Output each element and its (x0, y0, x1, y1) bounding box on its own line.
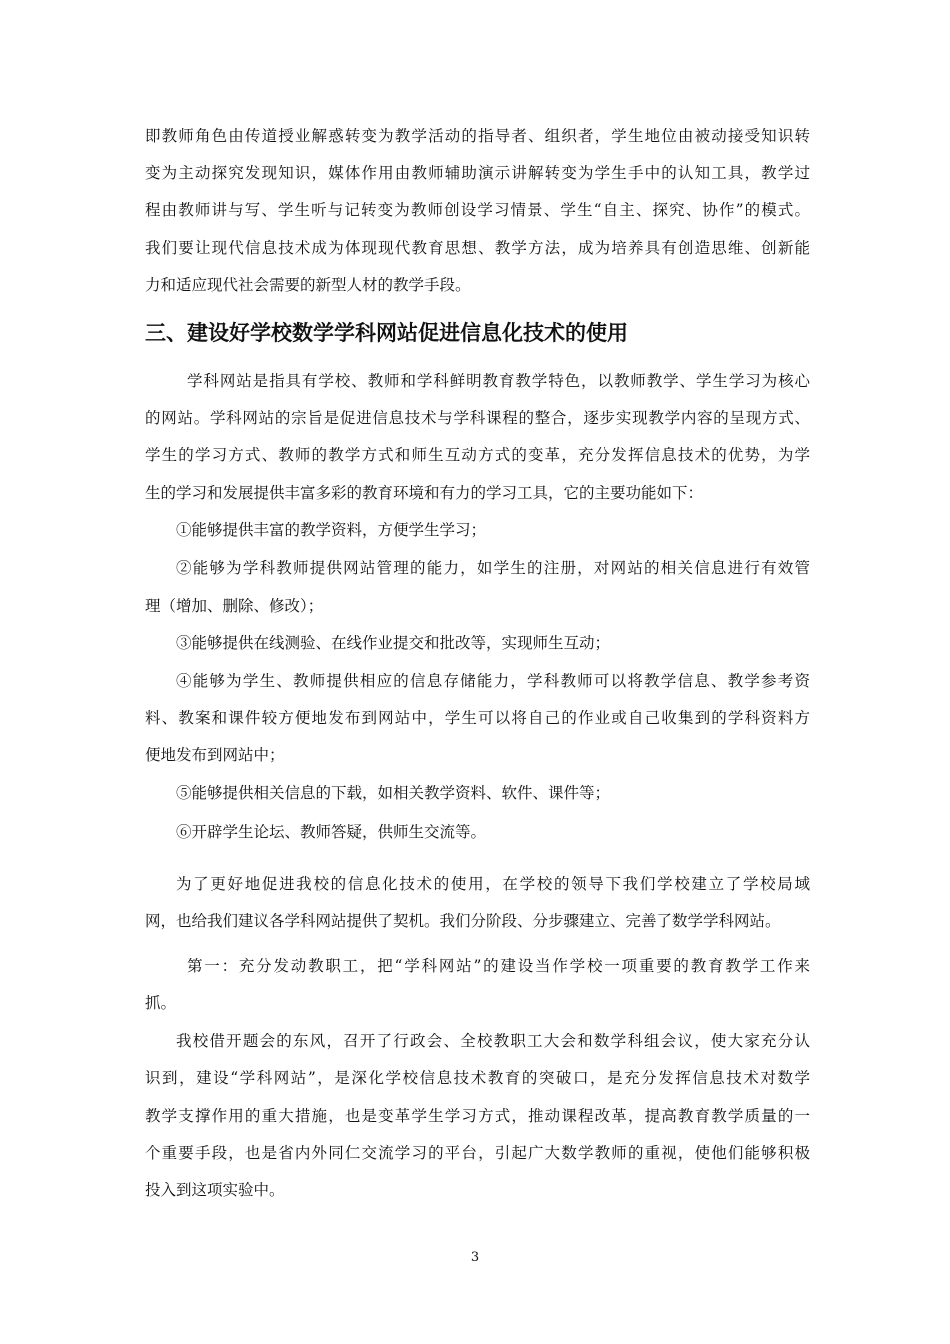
lan-line-1: 为了更好地促进我校的信息化技术的使用，在学校的领导下我们学校建立了学校局域 (176, 875, 810, 893)
feature-item-4-line-1: ④能够为学生、教师提供相应的信息存储能力，学科教师可以将教学信息、教学参考资 (176, 672, 810, 690)
intro-line-3: 程由教师讲与写、学生听与记转变为教师创设学习情景、学生“自主、探究、协作”的模式。 (145, 201, 810, 219)
section-heading: 三、建设好学校数学学科网站促进信息化技术的使用 (145, 321, 628, 345)
intro-line-4: 我们要让现代信息技术成为体现现代教育思想、教学方法，成为培养具有创造思维、创新能 (145, 239, 810, 257)
feature-item-4-line-3: 便地发布到网站中； (145, 746, 285, 764)
section-line-3: 学生的学习方式、教师的教学方式和师生互动方式的变革，充分发挥信息技术的优势，为学 (145, 446, 810, 464)
page-number: 3 (470, 1250, 480, 1265)
feature-item-1: ①能够提供丰富的教学资料，方便学生学习； (176, 521, 487, 539)
section-line-2: 的网站。学科网站的宗旨是促进信息技术与学科课程的整合，逐步实现教学内容的呈现方式、 (145, 409, 810, 427)
meeting-line-3: 教学支撑作用的重大措施，也是变革学生学习方式，推动课程改革，提高教育教学质量的一 (145, 1107, 810, 1125)
meeting-line-2: 识到，建设“学科网站”，是深化学校信息技术教育的突破口，是充分发挥信息技术对数学 (145, 1069, 810, 1087)
section-line-1: 学科网站是指具有学校、教师和学科鲜明教育教学特色，以教师教学、学生学习为核心 (187, 372, 810, 390)
meeting-line-1: 我校借开题会的东风，召开了行政会、全校教职工大会和数学科组会议，使大家充分认 (176, 1032, 810, 1050)
intro-line-1: 即教师角色由传道授业解惑转变为教学活动的指导者、组织者，学生地位由被动接受知识转 (145, 127, 810, 145)
lan-line-2: 网，也给我们建议各学科网站提供了契机。我们分阶段、分步骤建立、完善了数学学科网站。 (145, 912, 781, 930)
meeting-line-5: 投入到这项实验中。 (145, 1181, 285, 1199)
feature-item-2-line-2: 理（增加、删除、修改）； (145, 597, 324, 615)
intro-line-2: 变为主动探究发现知识，媒体作用由教师辅助演示讲解转变为学生手中的认知工具，教学过 (145, 164, 810, 182)
intro-line-5: 力和适应现代社会需要的新型人材的教学手段。 (145, 276, 471, 294)
feature-item-3: ③能够提供在线测验、在线作业提交和批改等，实现师生互动； (176, 634, 611, 652)
feature-item-4-line-2: 料、教案和课件较方便地发布到网站中，学生可以将自己的作业或自己收集到的学科资料方 (145, 709, 810, 727)
first-step-line-2: 抓。 (145, 994, 177, 1012)
feature-item-5: ⑤能够提供相关信息的下载，如相关教学资料、软件、课件等； (176, 784, 611, 802)
feature-item-6: ⑥开辟学生论坛、教师答疑，供师生交流等。 (176, 823, 487, 841)
section-line-4: 生的学习和发展提供丰富多彩的教育环境和有力的学习工具，它的主要功能如下： (145, 484, 704, 502)
first-step-line-1: 第一：充分发动教职工，把“学科网站”的建设当作学校一项重要的教育教学工作来 (187, 957, 810, 975)
feature-item-2-line-1: ②能够为学科教师提供网站管理的能力，如学生的注册，对网站的相关信息进行有效管 (176, 559, 810, 577)
meeting-line-4: 个重要手段，也是省内外同仁交流学习的平台，引起广大数学教师的重视，使他们能够积极 (145, 1144, 810, 1162)
